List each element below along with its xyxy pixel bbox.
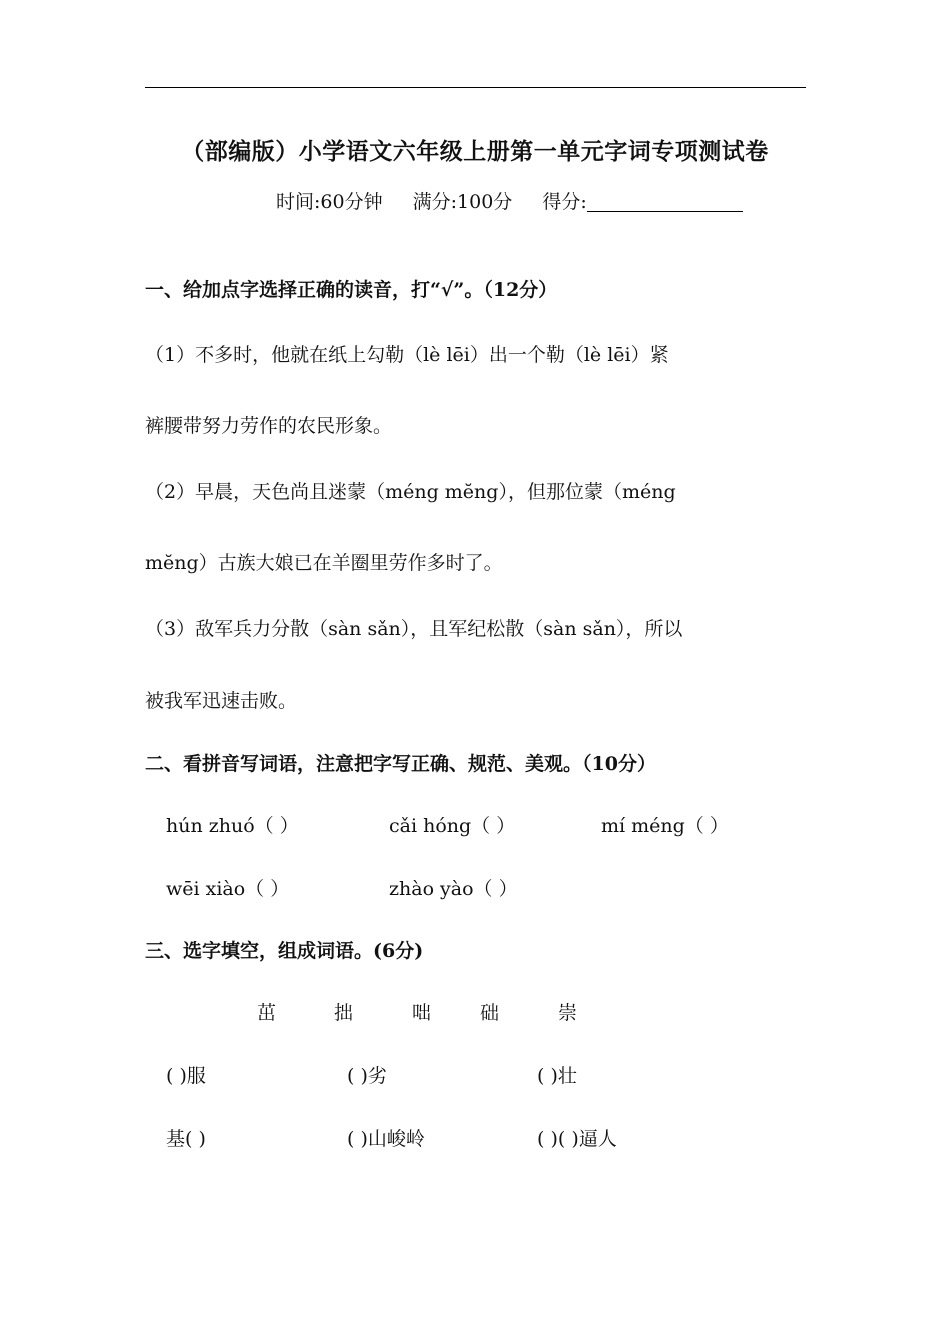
section1-heading: 一、给加点字选择正确的读音，打“√”。（12分） — [145, 279, 558, 301]
score-label: 得分: — [542, 191, 587, 213]
char-choice: 拙 — [334, 1002, 354, 1024]
page-title: （部编版）小学语文六年级上册第一单元字词专项测试卷 — [181, 138, 769, 165]
pinyin-item[interactable]: mí méng（ ） — [601, 815, 729, 837]
q1-line1: （1）不多时，他就在纸上勾勒（lè lēi）出一个勒（lè lēi）紧 — [145, 344, 669, 366]
fill-item[interactable]: ( )( )逼人 — [537, 1128, 617, 1150]
pinyin-item[interactable]: zhào yào（ ） — [389, 878, 518, 900]
q2-line2: mĕng）古族大娘已在羊圈里劳作多时了。 — [145, 552, 503, 574]
time-limit: 时间:60分钟 — [276, 191, 383, 213]
char-choice: 茁 — [257, 1002, 277, 1024]
q3-line2: 被我军迅速击败。 — [145, 690, 298, 712]
q3-line1: （3）敌军兵力分散（sàn sǎn），且军纪松散（sàn sǎn），所以 — [145, 618, 683, 640]
q2-line1: （2）早晨，天色尚且迷蒙（méng mĕng），但那位蒙（méng — [145, 481, 676, 503]
fill-item[interactable]: ( )劣 — [347, 1065, 387, 1087]
fill-item[interactable]: ( )山峻岭 — [347, 1128, 425, 1150]
pinyin-item[interactable]: hún zhuó（ ） — [166, 815, 299, 837]
score-blank[interactable] — [587, 211, 743, 212]
char-choice: 咄 — [412, 1002, 432, 1024]
exam-meta — [276, 187, 743, 214]
char-choice: 础 — [480, 1002, 500, 1024]
fill-item[interactable]: 基( ) — [166, 1128, 206, 1150]
section3-heading: 三、选字填空，组成词语。(6分) — [145, 940, 424, 962]
fill-item[interactable]: ( )壮 — [537, 1065, 577, 1087]
q1-line2: 裤腰带努力劳作的农民形象。 — [145, 415, 393, 437]
char-choice: 崇 — [558, 1002, 578, 1024]
pinyin-item[interactable]: wēi xiào（ ） — [166, 878, 290, 900]
pinyin-item[interactable]: cǎi hóng（ ） — [389, 815, 516, 837]
full-score: 满分:100分 — [412, 191, 513, 213]
fill-item[interactable]: ( )服 — [166, 1065, 206, 1087]
top-rule — [145, 87, 806, 88]
section2-heading: 二、看拼音写词语，注意把字写正确、规范、美观。（10分） — [145, 753, 656, 775]
